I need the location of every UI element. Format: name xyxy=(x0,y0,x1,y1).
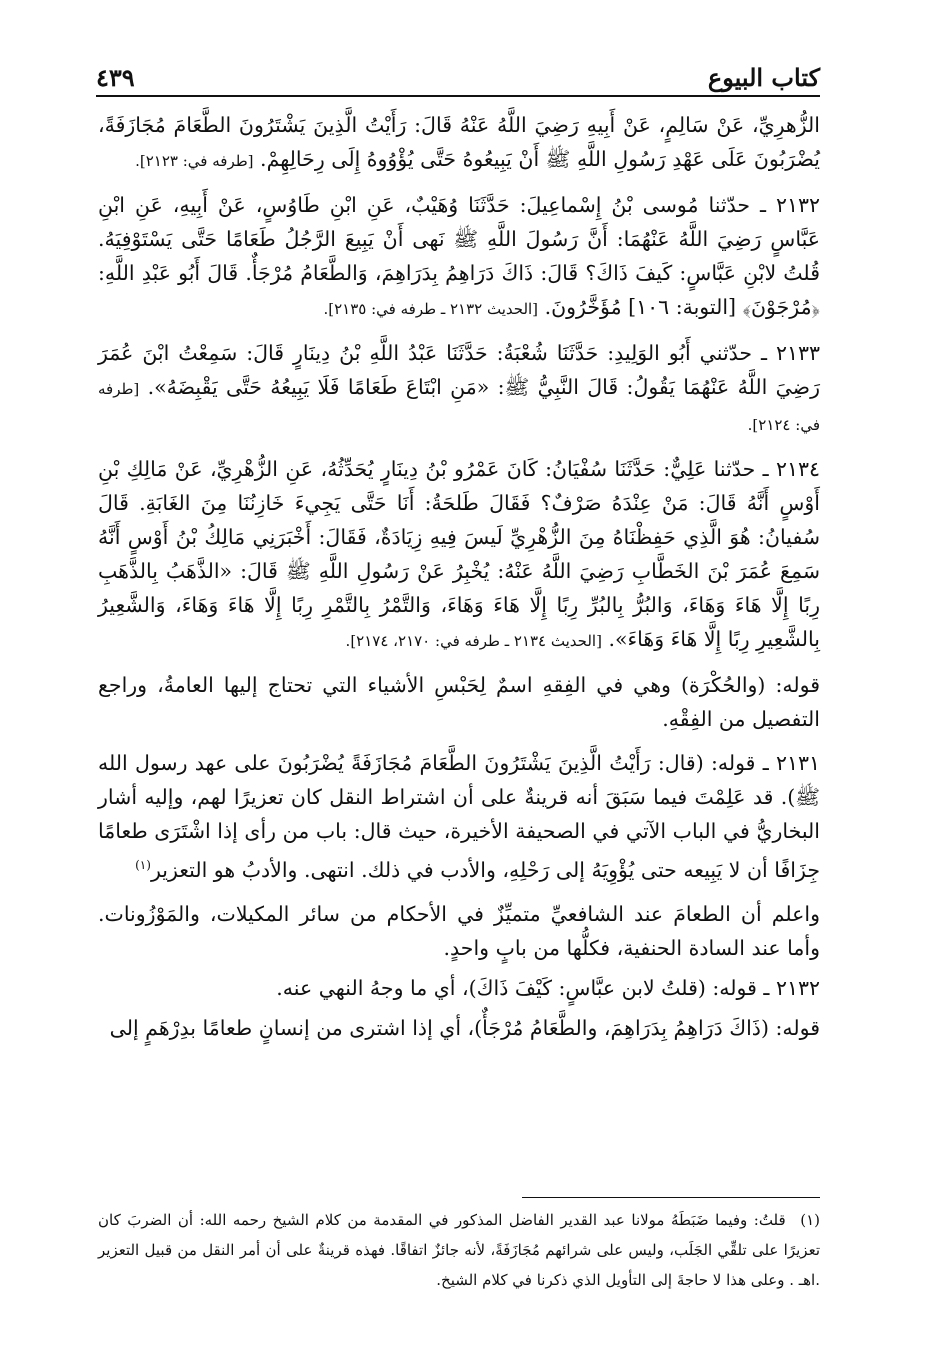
paragraph-text: الزُّهرِيِّ، عَنْ سَالِمٍ، عَنْ أَبِيهِ رَضِيَ اللَّهُ عَنْهُ قَالَ: رَأَيْتُ الَّذِينَ يَشْتَرُونَ الطَّعَامَ مُجَازَفَةً، يُضْرَبُونَ عَلَى عَهْدِ رَسُولِ اللَّهِ ﷺ أَنْ يَبِيعُوهُ حَتَّى يُؤْوُوهُ إِلَى رِحَالِهِمْ. xyxy=(98,113,820,171)
main-text xyxy=(98,108,820,1051)
chapter-title: كتاب البيوع xyxy=(707,63,820,92)
paragraph-text: ٢١٣١ ـ قوله: (قال: رَأَيْتُ الَّذِينَ يَشْتَرُونَ الطَّعَامَ مُجَازَفَةً يُضْرَبُونَ على عهد رسول الله ﷺ). قد عَلِمْتَ فيما سَبَقَ أنه قرينةٌ على أن اشتراط النقل كان تعزيرًا لهم، وإليه أشار البخاريُّ في الباب الآتي في الصحيفة الأخيرة، حيث قال: باب من رأى إذا اشْتَرَى طعامًا جِزَافًا أن لا يَبِيعه حتى يُؤْوِيَهُ إلى رَحْلِهِ، والأدب في ذلك. انتهى. والأدبُ هو التعزير xyxy=(98,751,820,882)
footnote-text: قلتُ: وفيما ضَبَطَهُ مولانا عبد القدير الفاضل المذكور في المقدمة من كلام الشيخ رحمه الله: أن الضربَ كان تعزيرًا على تلقِّي الجَلَب، وليس على شرائهم مُجَازَفَةً، لأنه جائزٌ اتفاقًا. فهذه قرينةٌ على أن أمر النقل من قبيل التعزير .اهـ . وعلى هذا لا حاجةَ إلى التأويل الذي ذكرنا في كلام الشيخ. xyxy=(98,1211,820,1289)
commentary-paragraph xyxy=(98,746,820,887)
paragraph-text: قوله: (والحُكْرَة) وهي في الفِقهِ اسمٌ لِحَبْسِ الأشياء التي تحتاج إليها العامةُ، وراجع التفصيل من الفِقْهِ. xyxy=(98,673,820,731)
commentary-paragraph xyxy=(98,1011,820,1045)
paragraph-text: ٢١٣٣ ـ حدّثني أَبُو الوَلِيدِ: حَدَّثَنَا شُعْبَةُ: حَدَّثَنَا عَبْدُ اللَّهِ بْنُ دِينَارٍ قَالَ: سَمِعْتُ ابْنَ عُمَرَ رَضِيَ اللَّهُ عَنْهُمَا يَقُولُ: قَالَ النَّبِيُّ ﷺ: «مَنِ ابْتَاعَ طَعَامًا فَلَا يَبِيعُهُ حَتَّى يَقْبِضَهُ». xyxy=(98,341,820,399)
header-divider xyxy=(96,95,820,97)
page-number: ٤٣٩ xyxy=(96,63,135,92)
hadith-paragraph xyxy=(98,336,820,442)
paragraph-text: ٢١٣٢ ـ حدّثنا مُوسى بْنُ إِسْماعِيلَ: حَدَّثَنَا وُهَيْبٌ، عَنِ ابْنِ طَاوُسٍ، عَنْ أَبِيهِ، عَنِ ابْنِ عَبَّاسٍ رَضِيَ اللَّهُ عَنْهُمَا: أَنَّ رَسُولَ اللَّهِ ﷺ نَهى أَنْ يَبِيعَ الرَّجُلُ طَعَامًا حَتَّى يَسْتَوْفِيَهُ. قُلتُ لابْنِ عَبَّاسٍ: كَيفَ ذَاكَ؟ قَالَ: ذَاكَ دَرَاهِمُ بِدَرَاهِمَ، وَالطَّعَامُ مُرْجَأٌ. قَالَ أَبُو عَبْدِ اللَّهِ: ﴿مُرْجَوْنَ﴾ [التوبة: ١٠٦] مُؤَخَّرُونَ. xyxy=(98,193,820,319)
footnote-divider xyxy=(522,1197,820,1198)
commentary-paragraph xyxy=(98,971,820,1005)
commentary-paragraph xyxy=(98,668,820,736)
paragraph-text: ٢١٣٢ ـ قوله: (قلتُ لابن عبَّاسٍ: كَيْفَ ذَاكَ)، أي ما وجهُ النهي عنه. xyxy=(276,975,820,1000)
footnote-number: (١) xyxy=(800,1211,820,1229)
paragraph-text: واعلم أن الطعامَ عند الشافعيِّ متميِّزٌ في الأحكام من سائر المكيلات، والمَوْزُونات. وأما عند السادة الحنفية، فكلُّها من بابٍ واحدٍ. xyxy=(98,901,820,960)
cross-reference: [طرفه في: ٢١٢٣]. xyxy=(135,152,254,170)
cross-reference: [طرفه في: ٢١٢٤]. xyxy=(98,380,820,434)
hadith-paragraph xyxy=(98,452,820,658)
paragraph-text: قوله: (ذَاكَ دَرَاهِمُ بِدَرَاهِمَ، والطَّعَامُ مُرْجَأٌ)، أي إذا اشترى من إنسانٍ طعامًا بدِرْهَمٍ إلى xyxy=(109,1015,820,1040)
hadith-paragraph xyxy=(98,188,820,326)
footnote xyxy=(98,1205,820,1295)
hadith-paragraph xyxy=(98,108,820,178)
footnote-marker: (١) xyxy=(135,858,151,872)
page-header xyxy=(96,52,820,92)
commentary-paragraph xyxy=(98,897,820,965)
paragraph-text: ٢١٣٤ ـ حدّثنا عَلِيٌّ: حَدَّثَنَا سُفْيَانُ: كَانَ عَمْرُو بْنُ دِينَارٍ يُحَدِّثُهُ، عَنِ الزُّهْرِيِّ، عَنْ مَالِكِ بْنِ أَوْسٍ أَنَّهُ قَالَ: مَنْ عِنْدَهُ صَرْفٌ؟ فَقَالَ طَلحَةُ: أَنَا حَتَّى يَجِيءَ خَازِنُنَا مِنَ الغَابَةِ. قَالَ سُفيانُ: هُوَ الَّذِي حَفِظْنَاهُ مِنَ الزُّهْرِيِّ لَيسَ فِيهِ زِيَادَةٌ، فَقَالَ: أَخْبَرَنِي مَالِكُ بْنُ أَوْسٍ أَنَّهُ سَمِعَ عُمَرَ بْنَ الخَطَّابِ رَضِيَ اللَّهُ عَنْهُ: يُخْبِرُ عَنْ رَسُولِ اللَّهِ ﷺ قَالَ: «الذَّهَبُ بِالذَّهَبِ رِبًا إِلَّا هَاءَ وَهَاءَ، وَالبُرُّ بِالبُرِّ رِبًا إِلَّا هَاءَ وَهَاءَ، وَالتَّمْرُ بِالتَّمْرِ رِبًا إِلَّا هَاءَ وَهَاءَ، وَالشَّعِيرُ بِالشَّعِيرِ رِبًا إِلَّا هَاءَ وَهَاءَ». xyxy=(98,457,820,651)
cross-reference: [الحديث ٢١٣٢ ـ طرفه في: ٢١٣٥]. xyxy=(323,300,539,318)
cross-reference: [الحديث ٢١٣٤ ـ طرفه في: ٢١٧٠، ٢١٧٤]. xyxy=(345,632,602,650)
